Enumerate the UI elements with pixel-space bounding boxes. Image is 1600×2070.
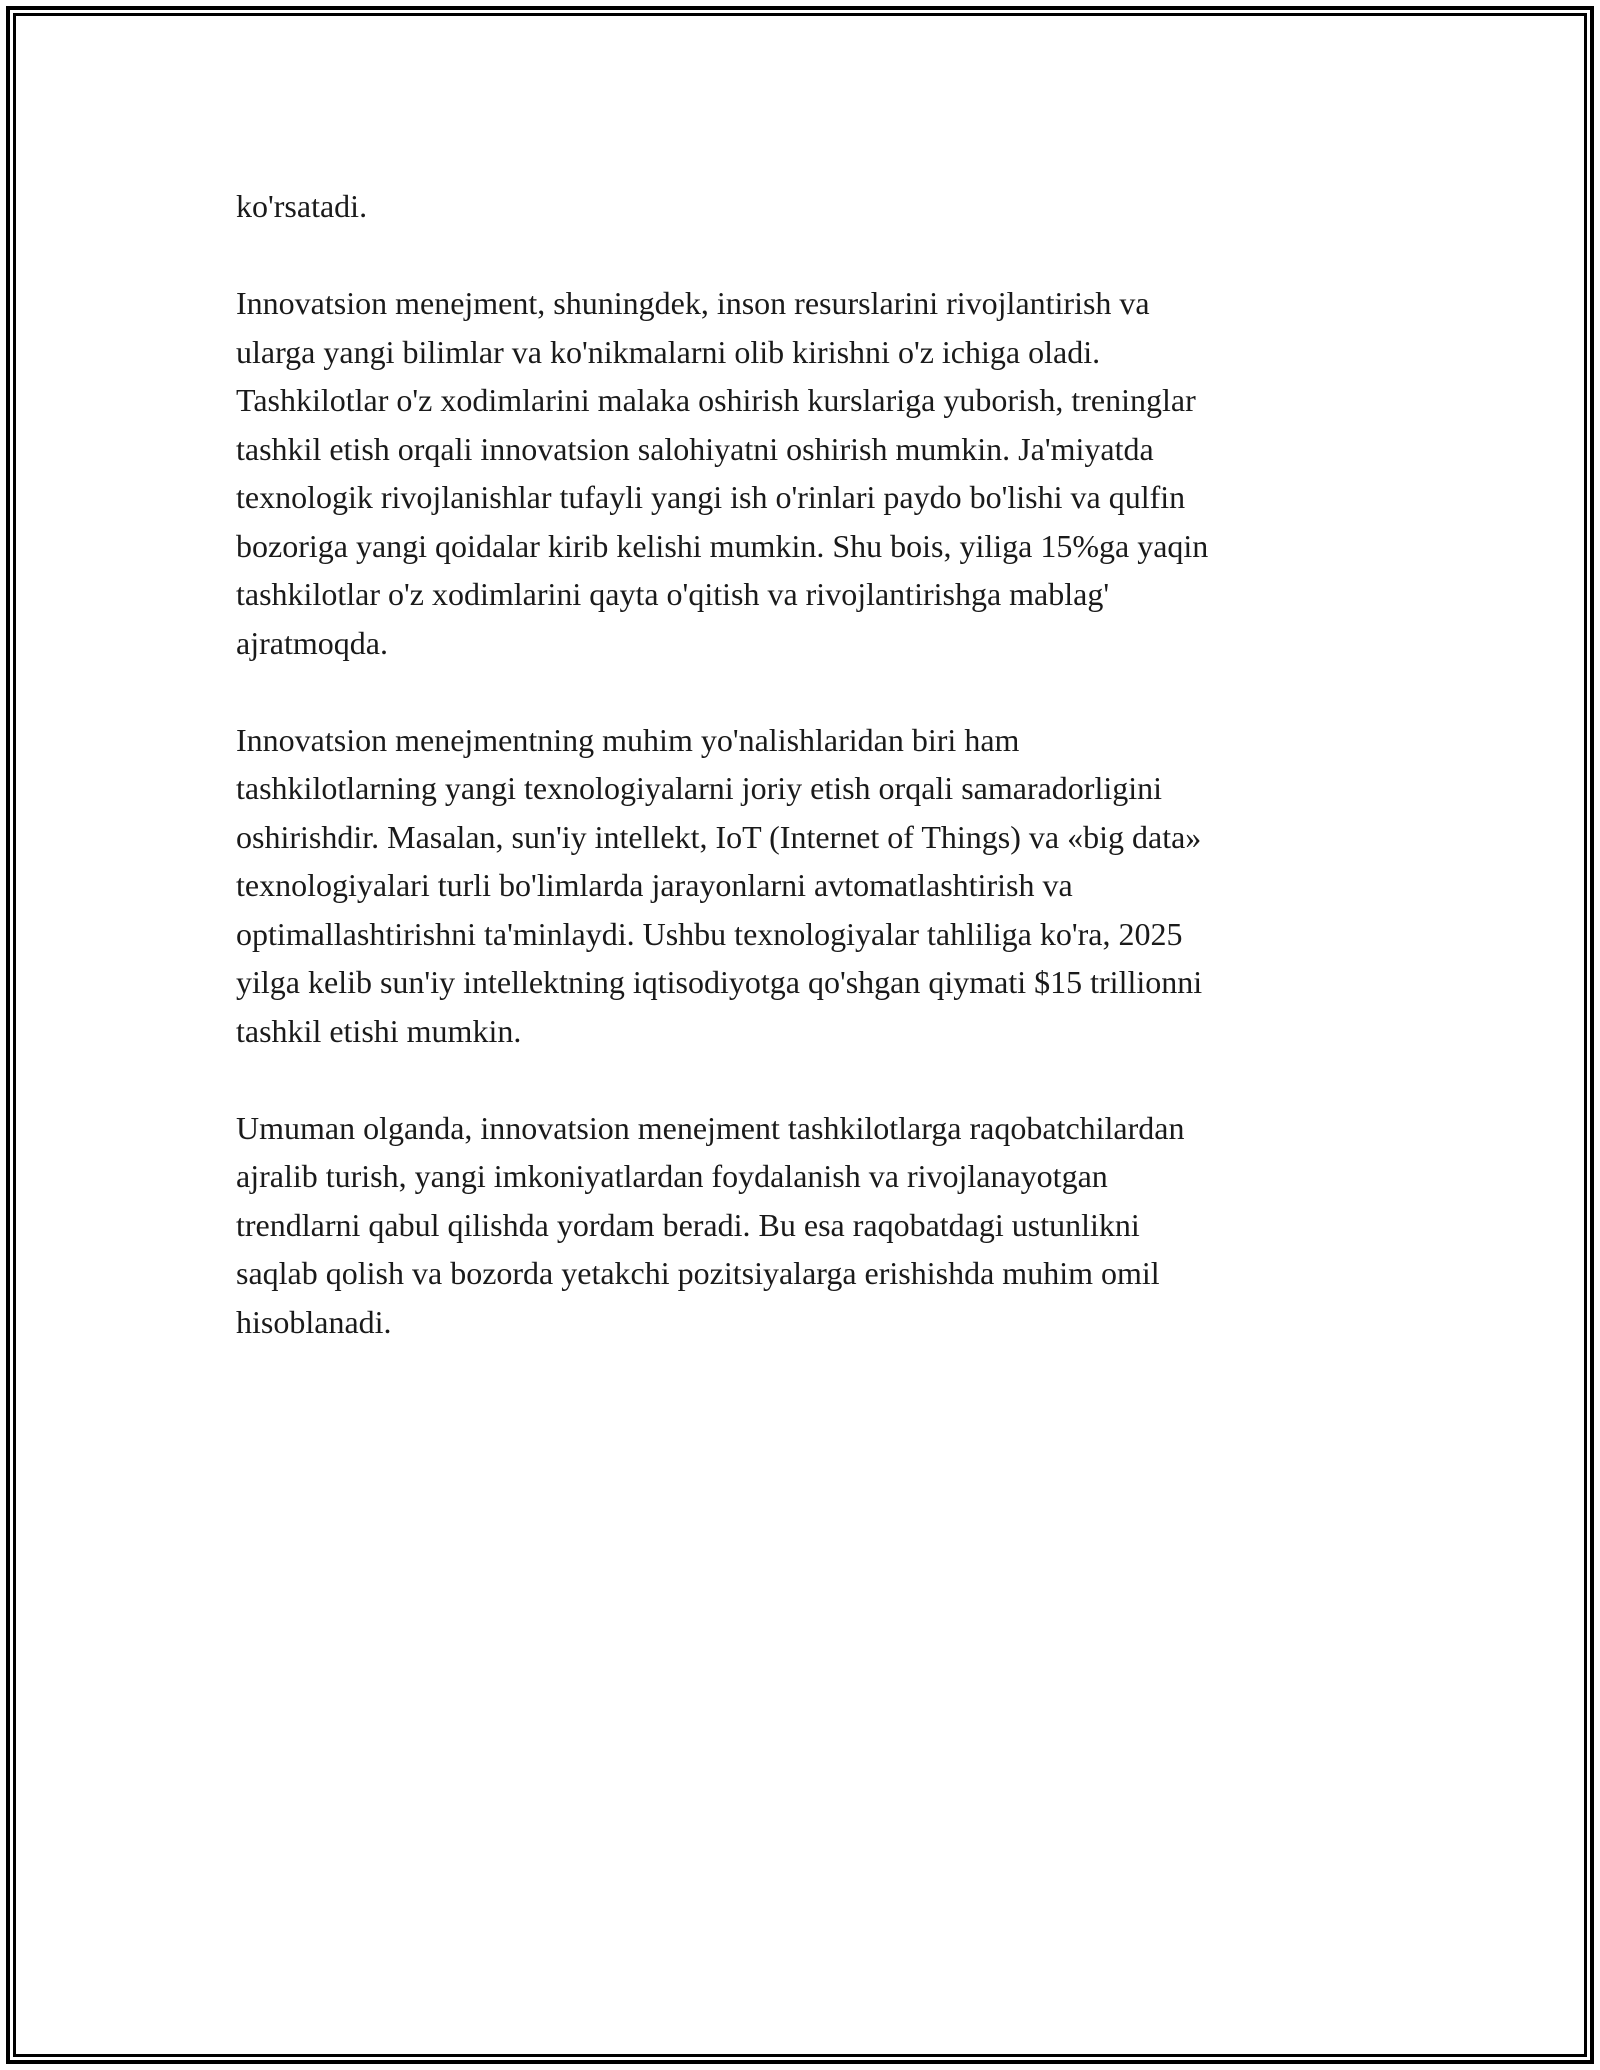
document-body — [236, 182, 1376, 1346]
paragraph-spacer — [236, 667, 1376, 716]
text-line: hisoblanadi. — [236, 1303, 392, 1340]
text-line: texnologik rivojlanishlar tufayli yangi ish o'rinlari paydo bo'lishi va qulfin — [236, 479, 1186, 515]
text-line: tashkil etishi mumkin. — [236, 1012, 522, 1049]
text-line: ularga yangi bilimlar va ko'nikmalarni olib kirishni o'z ichiga oladi. — [236, 333, 1101, 370]
text-line: trendlarni qabul qilishda yordam beradi. Bu esa raqobatdagi ustunlikni — [236, 1206, 1140, 1243]
text-line: Tashkilotlar o'z xodimlarini malaka oshirish kurslariga yuborish, treninglar — [236, 382, 1196, 418]
text-line: optimallashtirishni ta'minlaydi. Ushbu texnologiyalar tahliliga ko'ra, 2025 — [236, 915, 1183, 952]
text-line: tashkilotlarning yangi texnologiyalarni joriy etish orqali samaradorligini — [236, 770, 1163, 806]
text-line: bozoriga yangi qoidalar kirib kelishi mumkin. Shu bois, yiliga 15%ga yaqin — [236, 527, 1209, 564]
text-line: tashkil etish orqali innovatsion salohiyatni oshirish mumkin. Ja'miyatda — [236, 430, 1154, 467]
paragraph — [236, 716, 1376, 1056]
text-line: ajratmoqda. — [236, 624, 388, 661]
text-line: ko'rsatadi. — [236, 188, 368, 224]
paragraph — [236, 1104, 1376, 1347]
text-line: ajralib turish, yangi imkoniyatlardan foydalanish va rivojlanayotgan — [236, 1158, 1108, 1194]
text-line: tashkilotlar o'z xodimlarini qayta o'qitish va rivojlantirishga mablag' — [236, 576, 1110, 612]
text-line: texnologiyalari turli bo'limlarda jarayonlarni avtomatlashtirish va — [236, 867, 1073, 903]
text-line: Innovatsion menejment, shuningdek, inson resurslarini rivojlantirish va — [236, 285, 1150, 321]
text-line: Innovatsion menejmentning muhim yo'nalishlaridan biri ham — [236, 721, 1020, 758]
paragraph-spacer — [236, 231, 1376, 280]
paragraph — [236, 279, 1376, 667]
paragraph-spacer — [236, 1055, 1376, 1104]
paragraph — [236, 182, 1376, 231]
text-line: yilga kelib sun'iy intellektning iqtisodiyotga qo'shgan qiymati $15 trillionni — [236, 964, 1203, 1000]
text-line: oshirishdir. Masalan, sun'iy intellekt, IoT (Internet of Things) va «big data» — [236, 818, 1202, 855]
text-line: saqlab qolish va bozorda yetakchi pozitsiyalarga erishishda muhim omil — [236, 1255, 1160, 1291]
text-line: Umuman olganda, innovatsion menejment tashkilotlarga raqobatchilardan — [236, 1109, 1185, 1146]
